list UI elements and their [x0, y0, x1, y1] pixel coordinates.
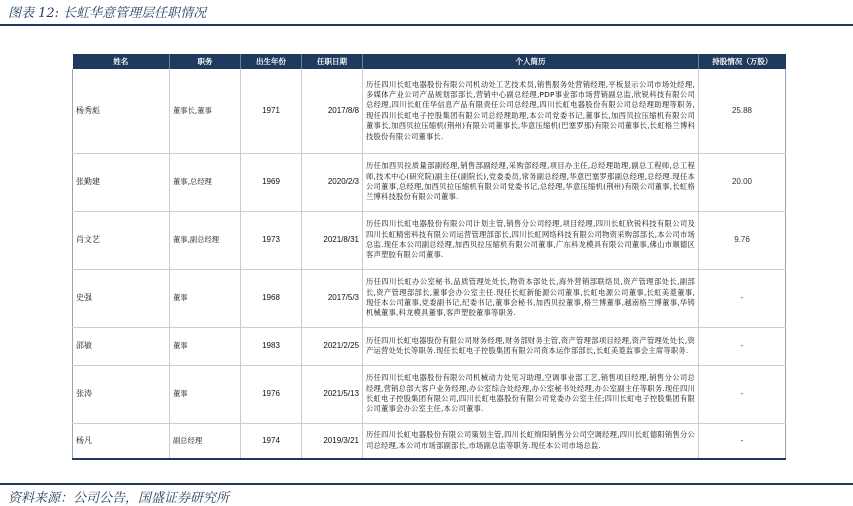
source-note: 资料来源：公司公告，国盛证券研究所: [8, 491, 230, 506]
cell-shares: 20.00: [699, 153, 786, 211]
cell-name: 史强: [73, 269, 170, 327]
figure-title: 图表 12: 长虹华意管理层任职情况: [8, 6, 207, 21]
cell-position: 董事,总经理: [170, 153, 241, 211]
cell-name: 张涛: [73, 365, 170, 423]
cell-birth-year: 1969: [241, 153, 302, 211]
cell-start-date: 2020/2/3: [302, 153, 363, 211]
cell-name: 张勤建: [73, 153, 170, 211]
header-birth-year: 出生年份: [241, 54, 302, 69]
title-rule: [0, 24, 853, 26]
cell-shares: -: [699, 327, 786, 365]
cell-start-date: 2017/5/3: [302, 269, 363, 327]
cell-shares: 25.88: [699, 69, 786, 153]
cell-name: 杨凡: [73, 423, 170, 459]
cell-position: 副总经理: [170, 423, 241, 459]
cell-birth-year: 1968: [241, 269, 302, 327]
table-row: [73, 153, 786, 211]
cell-position: 董事: [170, 269, 241, 327]
table-row: [73, 269, 786, 327]
cell-birth-year: 1973: [241, 211, 302, 269]
cell-start-date: 2017/8/8: [302, 69, 363, 153]
table-row: [73, 211, 786, 269]
cell-bio: 历任加西贝拉质量部副经理,销售部副经理,采购部经理,项目办主任,总经理助理,副总工程师,总工程师,技术中心(研究院)副主任(副院长),党委委员,常务副总经理,华意巴塞罗那副总经理,总经理.现任本公司董事,总经理,加西贝拉压缩机有限公司党委书记,总经理,华意压缩机(荆州)有限公司董事,长虹格兰博科技股份有限公司董事.: [363, 153, 699, 211]
cell-position: 董事长,董事: [170, 69, 241, 153]
cell-position: 董事: [170, 365, 241, 423]
header-bio: 个人简历: [363, 54, 699, 69]
cell-start-date: 2019/3/21: [302, 423, 363, 459]
cell-bio: 历任四川长虹电器股份有限公司策划主管,四川长虹绵阳销售分公司空调经理,四川长虹德阳销售分公司总经理,本公司市场部副部长,市场副总监等职务.现任本公司市场总监.: [363, 423, 699, 459]
cell-bio: 历任四川长虹电器股份有限公司计划主管,销售分公司经理,项目经理,四川长虹欣锐科技有限公司及四川长虹精密科技有限公司运营管理部部长,四川长虹网络科技有限公司物资采购部部长,本公司市场总监.现任本公司副总经理,加西贝拉压缩机有限公司董事,广东科龙模具有限公司董事,佛山市顺德区客声塑胶有限公司董事.: [363, 211, 699, 269]
cell-shares: -: [699, 269, 786, 327]
cell-position: 董事: [170, 327, 241, 365]
cell-birth-year: 1971: [241, 69, 302, 153]
source-rule: [0, 483, 853, 485]
table-row: [73, 327, 786, 365]
cell-birth-year: 1983: [241, 327, 302, 365]
management-table: [72, 54, 786, 460]
cell-shares: -: [699, 423, 786, 459]
cell-start-date: 2021/5/13: [302, 365, 363, 423]
cell-name: 杨秀彪: [73, 69, 170, 153]
header-start-date: 任职日期: [302, 54, 363, 69]
cell-bio: 历任四川长虹电器股份有限公司机械动力处见习助理,空调事业部工艺,销售项目经理,销售分公司总经理,营销总部大客户业务经理,办公室综合处经理,办公室秘书处经理,办公室副主任等职务.现任四川长虹电子控股集团有限公司,四川长虹电器股份有限公司党委办公室主任;四川长虹电子控股集团有限公司董事会办公室主任,本公司董事.: [363, 365, 699, 423]
cell-name: 邵敏: [73, 327, 170, 365]
cell-shares: -: [699, 365, 786, 423]
cell-position: 董事,副总经理: [170, 211, 241, 269]
header-shares: 持股情况（万股）: [699, 54, 786, 69]
cell-bio: 历任四川长虹办公室秘书,品质管理处处长,物资本部处长,海外营销部联络员,资产管理部处长,副部长,资产管理部部长,董事会办公室主任.现任长虹新能源公司董事,长虹电源公司董事,长虹美菱董事,现任本公司董事,党委副书记,纪委书记,董事会秘书,加西贝拉董事,格兰博董事,越南格兰博董事,华铸机械董事,科龙模具董事,客声塑胶董事等职务.: [363, 269, 699, 327]
cell-name: 肖文艺: [73, 211, 170, 269]
table-header-row: [73, 54, 786, 69]
cell-start-date: 2021/8/31: [302, 211, 363, 269]
cell-birth-year: 1976: [241, 365, 302, 423]
cell-birth-year: 1974: [241, 423, 302, 459]
cell-shares: 9.76: [699, 211, 786, 269]
cell-bio: 历任四川长虹电器股份有限公司财务经理,财务部财务主管,资产管理部项目经理,资产管理处处长,资产运营处处长等职务.现任长虹电子控股集团有限公司资本运作部部长,长虹美菱监事会主席等职务.: [363, 327, 699, 365]
cell-start-date: 2021/2/25: [302, 327, 363, 365]
header-position: 职务: [170, 54, 241, 69]
cell-bio: 历任四川长虹电器股份有限公司机动处工艺技术员,销售服务处营销经理,平板显示公司市场处经理,多媒体产业公司产品规划部部长,营销中心副总经理,PDP事业部市场营销副总监,欣锐科技有限公司总经理,四川长虹佳华信息产品有限责任公司总经理,四川长虹电器股份有限公司总经理助理等职务,现任四川长虹电子控股集团有限公司总经理助理,本公司党委书记,董事长,加西贝拉压缩机有限公司董事长,加西贝拉压缩机(荆州)有限公司董事长,华意压缩机(巴塞罗那)有限公司董事长,长虹格兰博科技股份有限公司董事长.: [363, 69, 699, 153]
table-row: [73, 423, 786, 459]
table-row: [73, 365, 786, 423]
table-row: [73, 69, 786, 153]
header-name: 姓名: [73, 54, 170, 69]
